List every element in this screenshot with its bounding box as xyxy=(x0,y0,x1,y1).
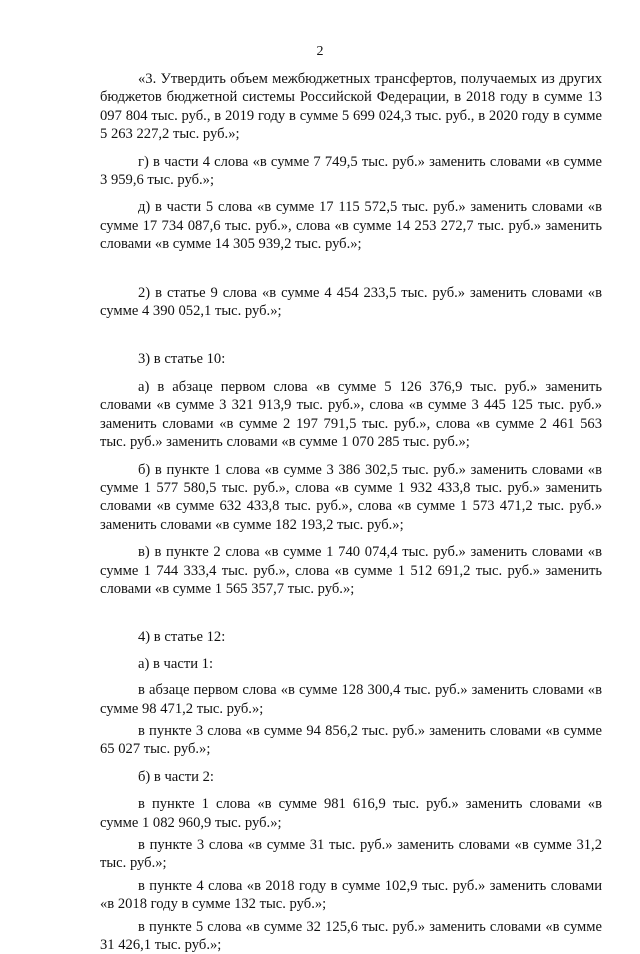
paragraph-item-3: 3) в статье 10: xyxy=(138,351,226,368)
paragraph-item-g: г) в части 4 слова «в сумме 7 749,5 тыс. руб.» заменить словами «в сумме 3 959,6 тыс. руб.»; xyxy=(100,153,602,189)
paragraph-4b-point-5: в пункте 5 слова «в сумме 32 125,6 тыс. руб.» заменить словами «в сумме 31 426,1 тыс. руб.»; xyxy=(100,918,602,954)
paragraph-transfers-volume: «3. Утвердить объем межбюджетных трансфертов, получаемых из других бюджетов бюджетной системы Российской Федерации, в 2018 году в сумме 13 097 804 тыс. руб., в 2019 году в сумме 5 699 024,3 тыс. руб., в 2020 году в сумме 5 263 227,2 тыс. руб.»; xyxy=(100,71,602,143)
paragraph-item-3b: б) в пункте 1 слова «в сумме 3 386 302,5 тыс. руб.» заменить словами «в сумме 1 577 580,5 тыс. руб.», слова «в сумме 1 932 433,8 тыс. руб.» заменить словами «в сумме 632 433,8 тыс. руб.», слова «в сумме 1 573 471,2 тыс. руб.» заменить словами «в сумме 182 193,2 тыс. руб.»; xyxy=(100,461,602,533)
page-number: 2 xyxy=(316,44,324,59)
paragraph-4a-point-3: в пункте 3 слова «в сумме 94 856,2 тыс. руб.» заменить словами «в сумме 65 027 тыс. руб.»; xyxy=(100,722,602,758)
paragraph-item-4: 4) в статье 12: xyxy=(138,629,226,646)
paragraph-4b-point-4: в пункте 4 слова «в 2018 году в сумме 102,9 тыс. руб.» заменить словами «в 2018 году в сумме 132 тыс. руб.»; xyxy=(100,877,602,913)
paragraph-item-d: д) в части 5 слова «в сумме 17 115 572,5 тыс. руб.» заменить словами «в сумме 17 734 087,6 тыс. руб.», слова «в сумме 14 253 272,7 тыс. руб.» заменить словами «в сумме 14 305 939,2 тыс. руб.»; xyxy=(100,199,602,253)
paragraph-4b-point-3: в пункте 3 слова «в сумме 31 тыс. руб.» заменить словами «в сумме 31,2 тыс. руб.»; xyxy=(100,837,602,872)
paragraph-item-3v: в) в пункте 2 слова «в сумме 1 740 074,4 тыс. руб.» заменить словами «в сумме 1 744 333,4 тыс. руб.», слова «в сумме 1 512 691,2 тыс. руб.» заменить словами «в сумме 1 565 357,7 тыс. руб.»; xyxy=(100,544,602,597)
paragraph-item-2: 2) в статье 9 слова «в сумме 4 454 233,5 тыс. руб.» заменить словами «в сумме 4 390 052,1 тыс. руб.»; xyxy=(100,284,602,320)
paragraph-item-4a: а) в части 1: xyxy=(138,655,214,672)
paragraph-item-4b: б) в части 2: xyxy=(138,768,214,785)
document-body xyxy=(100,70,602,954)
paragraph-4a-first: в абзаце первом слова «в сумме 128 300,4 тыс. руб.» заменить словами «в сумме 98 471,2 тыс. руб.»; xyxy=(100,682,602,717)
paragraph-item-3a: а) в абзаце первом слова «в сумме 5 126 376,9 тыс. руб.» заменить словами «в сумме 3 321 913,9 тыс. руб.», слова «в сумме 3 445 125 тыс. руб.» заменить словами «в сумме 2 197 791,5 тыс. руб.», слова «в сумме 2 461 563 тыс. руб.» заменить словами «в сумме 1 070 285 тыс. руб.»; xyxy=(100,378,602,451)
paragraph-4b-point-1: в пункте 1 слова «в сумме 981 616,9 тыс. руб.» заменить словами «в сумме 1 082 960,9 тыс. руб.»; xyxy=(100,796,602,831)
